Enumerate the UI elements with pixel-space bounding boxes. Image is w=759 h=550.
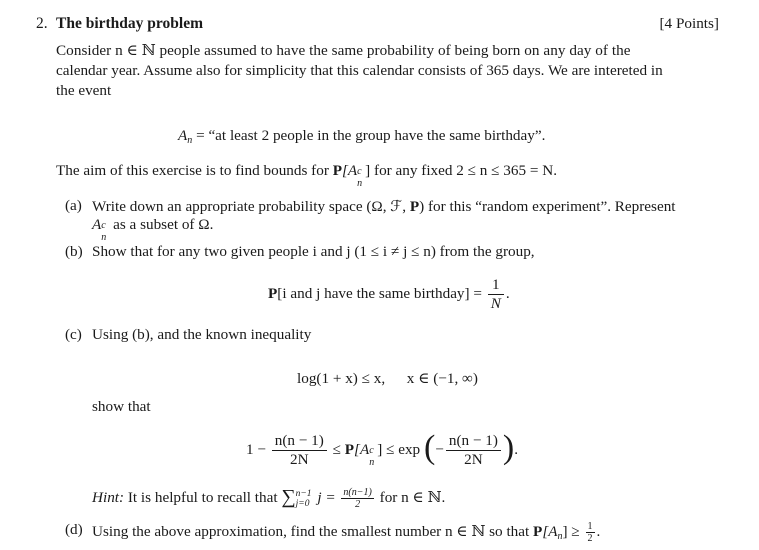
part-c-bound-frac-den: 2N [290,451,309,468]
problem-points: [4 Points] [659,15,719,32]
part-b-end: . [505,284,510,302]
aim-prob: P [332,162,342,179]
part-d-pre: Using the above approximation, find the smallest number n ∈ ℕ so that [92,522,534,540]
part-b-text: Show that for any two given people i and j (1 ≤ i ≠ j ≤ n) from the group, [92,243,535,260]
part-c-label: (c) [65,326,82,343]
part-d-sub: n [557,530,563,542]
aim-sup: c [357,166,362,177]
part-c-bound-sup: c [369,444,374,456]
part-c-bound [246,428,519,469]
part-d-end: . [596,522,601,540]
hint-frac-den: 2 [355,499,361,510]
part-c-bound-frac [272,432,327,469]
hint-pre: It is helpful to recall that [124,488,282,506]
event-rhs: = “at least 2 people in the group have the same birthday”. [196,127,546,144]
part-a-sub: n [101,232,107,243]
part-c-show-that: show that [92,398,151,415]
part-c-ineq-right: x ∈ (−1, ∞) [406,370,478,387]
intro-line-2: calendar year. Assume also for simplicity that this calendar consists of 365 days. We are intereted in [56,62,663,79]
part-c-left-paren: ( [423,428,436,466]
aim-post: ] for any fixed 2 ≤ n ≤ 365 = N. [365,162,558,179]
part-c-hint [92,487,445,510]
part-d-event: [A [542,522,558,540]
part-a-post: ) for this “random experiment”. Represent [419,198,676,215]
part-b-label: (b) [65,243,83,260]
part-c-text: Using (b), and the known inequality [92,326,312,343]
part-c-bound-frac2-num: n(n − 1) [446,432,501,451]
part-c-bound-frac2-den: 2N [464,451,483,468]
event-lhs: A [178,127,188,144]
aim-sentence [56,162,558,189]
part-a-line-1 [92,197,676,216]
hint-label: Hint: [92,488,125,506]
aim-sub: n [357,178,363,189]
part-d-prob: P [533,522,543,540]
event-lhs-sub: n [187,135,193,146]
part-c-bound-end: . [514,440,519,458]
part-a-label: (a) [65,197,82,214]
part-c-bound-event: [A [354,440,370,458]
part-c-bound-prob: P [344,440,355,458]
aim-event: [A [341,162,358,179]
part-c-bound-frac-num: n(n − 1) [272,432,327,451]
part-a-line-2 [92,216,214,243]
part-b-fraction [488,276,504,313]
part-c-bound-frac-2 [446,432,501,469]
event-definition [178,127,545,145]
part-b-prob: P [268,284,278,302]
part-d-text [92,521,600,544]
hint-sum-bottom: j=0 [295,498,310,509]
part-d-frac-den: 2 [587,533,593,544]
part-c-bound-close: ] ≤ exp [377,440,421,458]
part-c-bound-sub: n [369,456,375,468]
part-a-event: A [92,216,102,233]
part-c-inequality [297,369,478,388]
hint-sum-symbol: ∑ [281,486,296,508]
hint-frac-num: n(n−1) [343,487,372,498]
hint-sum-top: n−1 [295,488,312,499]
part-c-bound-minus: − [435,440,444,458]
part-d-frac-num: 1 [587,521,593,532]
intro-line-1: Consider n ∈ ℕ people assumed to have the same probability of being born on any day of the [56,42,631,59]
hint-sum-limits [296,489,312,509]
intro-line-3: the event [56,82,112,99]
part-c-right-paren: ) [502,428,515,466]
part-c-bound-one: 1 − [246,440,266,458]
hint-j: j = [317,488,336,506]
aim-pre: The aim of this exercise is to find bounds for [56,162,333,179]
hint-post: for n ∈ ℕ. [379,488,446,506]
part-c-ineq-left: log(1 + x) ≤ x, [297,370,386,387]
part-b-frac-num: 1 [488,276,504,295]
problem-number: 2. [36,15,48,32]
part-d-mid: ] ≥ [562,522,580,540]
problem-title: The birthday problem [56,15,203,32]
part-b-formula-text: [i and j have the same birthday] = [277,284,482,302]
part-c-bound-le: ≤ [332,440,341,458]
part-a-prob: P [409,198,420,215]
part-b-frac-den: N [490,295,501,312]
part-a-pre: Write down an appropriate probability space (Ω, ℱ, [92,198,410,215]
part-a-line2-post: as a subset of Ω. [109,216,214,233]
part-d-fraction [586,521,595,544]
part-b-formula [268,276,510,313]
part-a-sup: c [101,220,106,231]
hint-fraction [341,487,373,510]
part-d-label: (d) [65,521,83,538]
